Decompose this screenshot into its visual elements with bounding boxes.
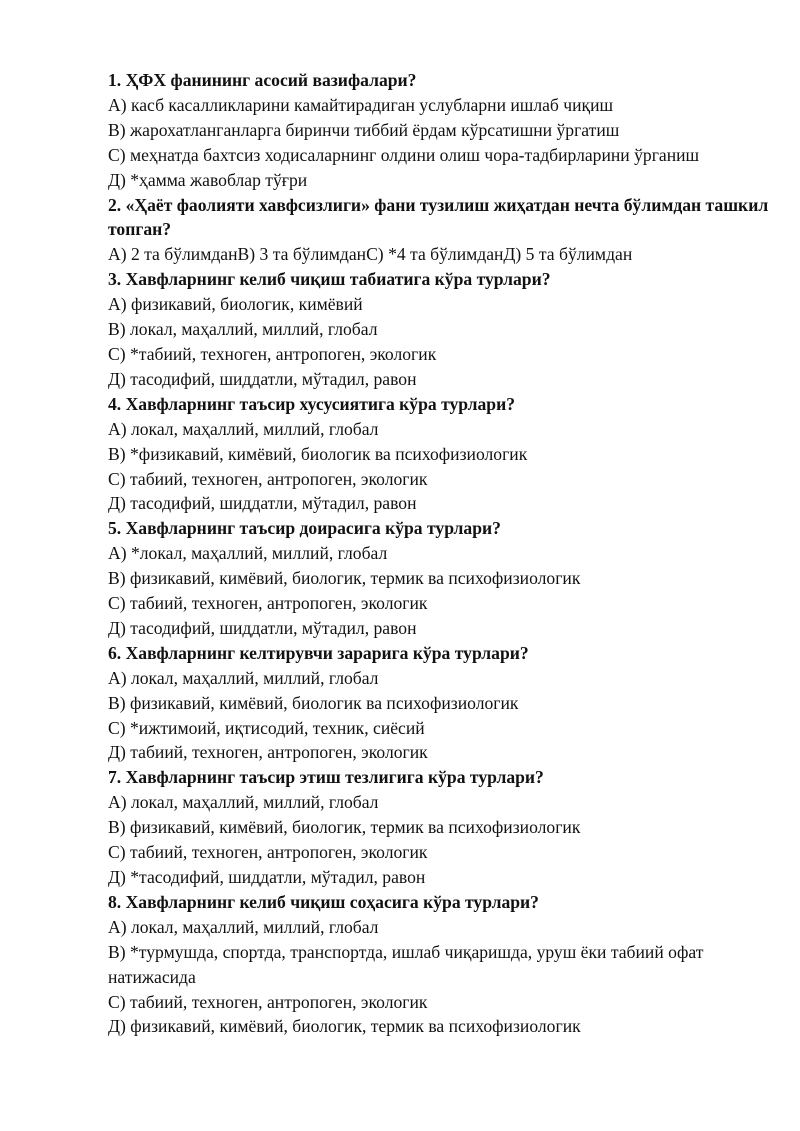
document-page (108, 68, 780, 1039)
answer-option-c: С) табиий, техноген, антропоген, экологик (108, 991, 428, 1012)
answer-option-d: Д) тасодифий, шиддатли, мўтадил, равон (108, 617, 417, 638)
answer-option-a: А) локал, маҳаллий, миллий, глобал (108, 418, 379, 439)
answer-option-a: А) физикавий, биологик, кимёвий (108, 294, 363, 315)
answer-option-c: С) меҳнатда бахтсиз ходисаларнинг олдини олиш чора-тадбирларини ўрганиш (108, 144, 700, 165)
answer-option-b: В) жарохатланганларга биринчи тиббий ёрдам кўрсатишни ўргатиш (108, 119, 620, 140)
answer-option-c: С) *ижтимоий, иқтисодий, техник, сиёсий (108, 717, 425, 738)
answer-option-a: А) *локал, маҳаллий, миллий, глобал (108, 543, 388, 564)
question-title: 8. Хавфларнинг келиб чиқиш соҳасига кўра турлари? (108, 891, 539, 912)
question-title: 3. Хавфларнинг келиб чиқиш табиатига кўра турлари? (108, 269, 551, 290)
question-title: 7. Хавфларнинг таъсир этиш тезлигига кўра турлари? (108, 767, 544, 788)
answer-option-b: В) физикавий, кимёвий, биологик, термик ва психофизиологик (108, 817, 581, 838)
question-4 (108, 392, 780, 517)
answer-option-b: В) локал, маҳаллий, миллий, глобал (108, 319, 378, 340)
question-title: 5. Хавфларнинг таъсир доирасига кўра турлари? (108, 518, 501, 539)
question-title: 4. Хавфларнинг таъсир хусусиятига кўра турлари? (108, 393, 516, 414)
answer-option-b: В) физикавий, кимёвий, биологик, термик ва психофизиологик (108, 568, 581, 589)
answer-option-d: Д) *тасодифий, шиддатли, мўтадил, равон (108, 867, 426, 887)
answer-option-c: С) табиий, техноген, антропоген, экологик (108, 468, 428, 489)
question-title: 2. «Ҳаёт фаолияти хавфсизлиги» фани тузилиш жиҳатдан нечта бўлимдан ташкил топган? (108, 194, 769, 240)
answer-option-a: А) локал, маҳаллий, миллий, глобал (108, 792, 379, 813)
question-6 (108, 641, 780, 766)
answer-options-inline: А) 2 та бўлимданВ) 3 та бўлимданС) *4 та бўлимданД) 5 та бўлимдан (108, 244, 633, 265)
question-2 (108, 193, 780, 268)
question-title: 6. Хавфларнинг келтирувчи зарарига кўра турлари? (108, 642, 529, 663)
answer-option-a: А) локал, маҳаллий, миллий, глобал (108, 667, 379, 688)
question-7 (108, 765, 780, 890)
answer-option-c: С) *табиий, техноген, антропоген, экологик (108, 343, 437, 364)
answer-option-d: Д) табиий, техноген, антропоген, экологик (108, 742, 428, 763)
answer-option-c: С) табиий, техноген, антропоген, экологик (108, 593, 428, 614)
question-8 (108, 890, 780, 1039)
answer-option-d: Д) *ҳамма жавоблар тўғри (108, 169, 308, 190)
answer-option-d: Д) тасодифий, шиддатли, мўтадил, равон (108, 493, 417, 514)
answer-option-b: В) физикавий, кимёвий, биологик ва психофизиологик (108, 692, 519, 713)
answer-option-b: В) *физикавий, кимёвий, биологик ва психофизиологик (108, 443, 528, 464)
answer-option-c: С) табиий, техноген, антропоген, экологик (108, 842, 428, 863)
answer-option-a: А) локал, маҳаллий, миллий, глобал (108, 916, 379, 937)
question-5 (108, 516, 780, 641)
question-title: 1. ҲФХ фанининг асосий вазифалари? (108, 70, 417, 90)
answer-option-d: Д) тасодифий, шиддатли, мўтадил, равон (108, 368, 417, 389)
answer-option-b: В) *турмушда, спортда, транспортда, ишлаб чиқаришда, уруш ёки табиий офат натижасида (108, 941, 704, 987)
answer-option-a: А) касб касалликларини камайтирадиган услубларни ишлаб чиқиш (108, 94, 614, 115)
answer-option-d: Д) физикавий, кимёвий, биологик, термик ва психофизиологик (108, 1016, 581, 1037)
question-3 (108, 267, 780, 392)
question-1 (108, 68, 780, 193)
